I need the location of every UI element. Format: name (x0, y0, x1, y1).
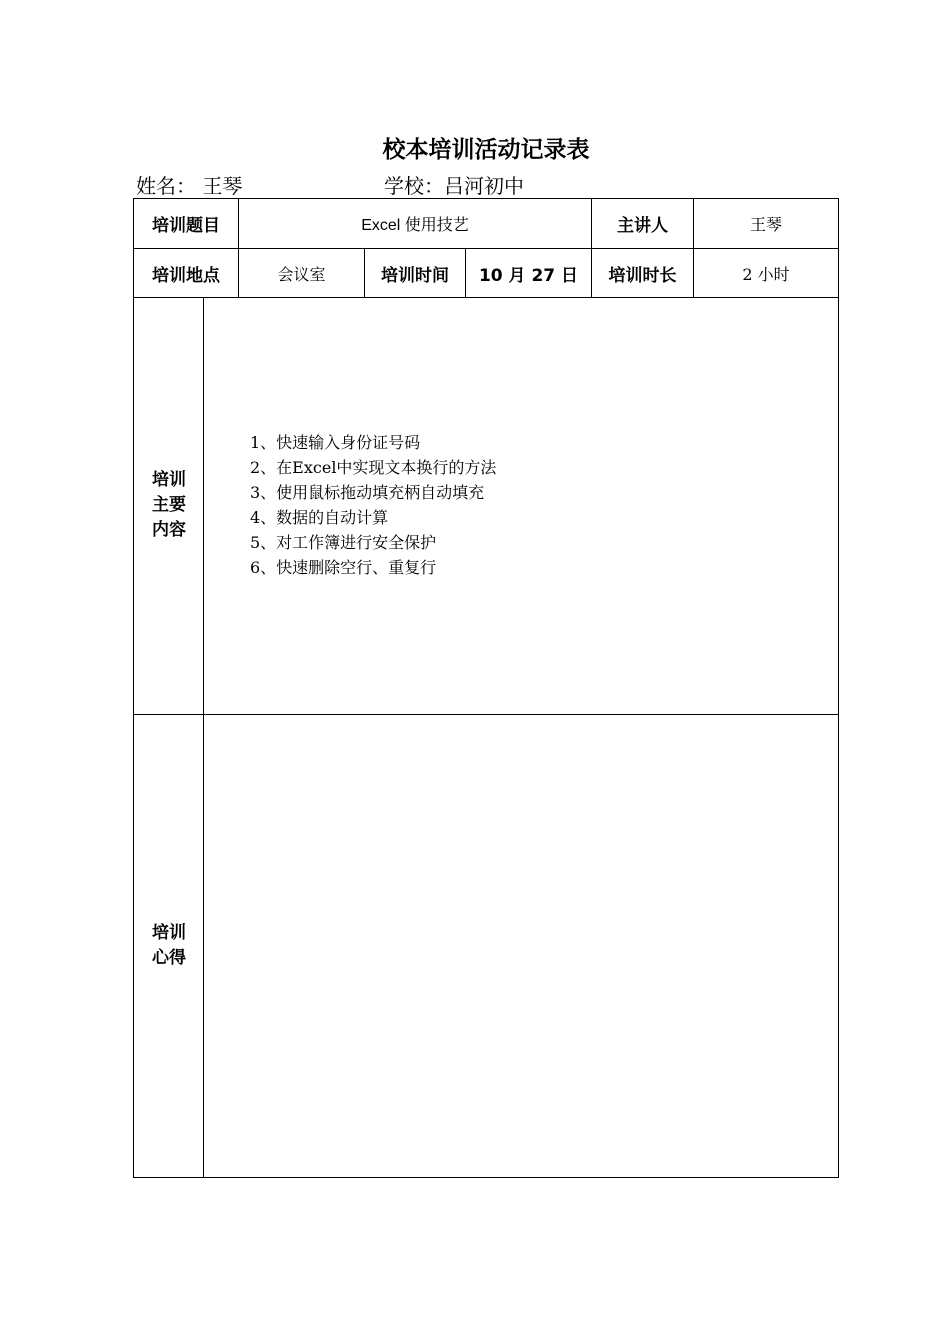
row-divider (134, 297, 838, 298)
content-label-line: 培训 (152, 470, 186, 490)
list-item: 4、数据的自动计算 (250, 508, 389, 527)
name-label: 姓名： (136, 174, 196, 198)
content-label (134, 468, 204, 543)
time-label: 培训时间 (381, 265, 449, 286)
time-value: 10 月 27 日 (478, 265, 579, 286)
reflection-area (204, 715, 838, 1177)
location-value: 会议室 (277, 264, 326, 284)
duration-label: 培训时长 (608, 265, 677, 286)
duration-value: 2 小时 (742, 264, 790, 284)
reflection-label-line: 培训 (152, 923, 186, 943)
topic-value: Excel 使用技艺 (361, 217, 469, 234)
school-label: 学校： (384, 174, 444, 198)
name-value: 王琴 (202, 174, 243, 198)
record-table (133, 198, 839, 1178)
page-title: 校本培训活动记录表 (382, 137, 590, 163)
reflection-label (134, 921, 204, 971)
location-label: 培训地点 (152, 265, 220, 286)
speaker-value: 王琴 (749, 215, 782, 234)
content-label-line: 内容 (152, 520, 186, 540)
content-label-line: 主要 (152, 495, 186, 515)
speaker-label: 主讲人 (617, 216, 668, 236)
school-value: 吕河初中 (444, 174, 524, 198)
content-list (250, 430, 496, 580)
name-line (136, 172, 242, 200)
list-item: 6、快速删除空行、重复行 (250, 558, 437, 577)
list-item: 1、快速输入身份证号码 (250, 433, 421, 452)
school-line (384, 172, 524, 200)
topic-label: 培训题目 (152, 216, 220, 236)
list-item: 2、在Excel中实现文本换行的方法 (250, 458, 497, 477)
list-item: 5、对工作簿进行安全保护 (250, 533, 437, 552)
list-item: 3、使用鼠标拖动填充柄自动填充 (250, 483, 485, 502)
reflection-label-line: 心得 (152, 948, 186, 968)
